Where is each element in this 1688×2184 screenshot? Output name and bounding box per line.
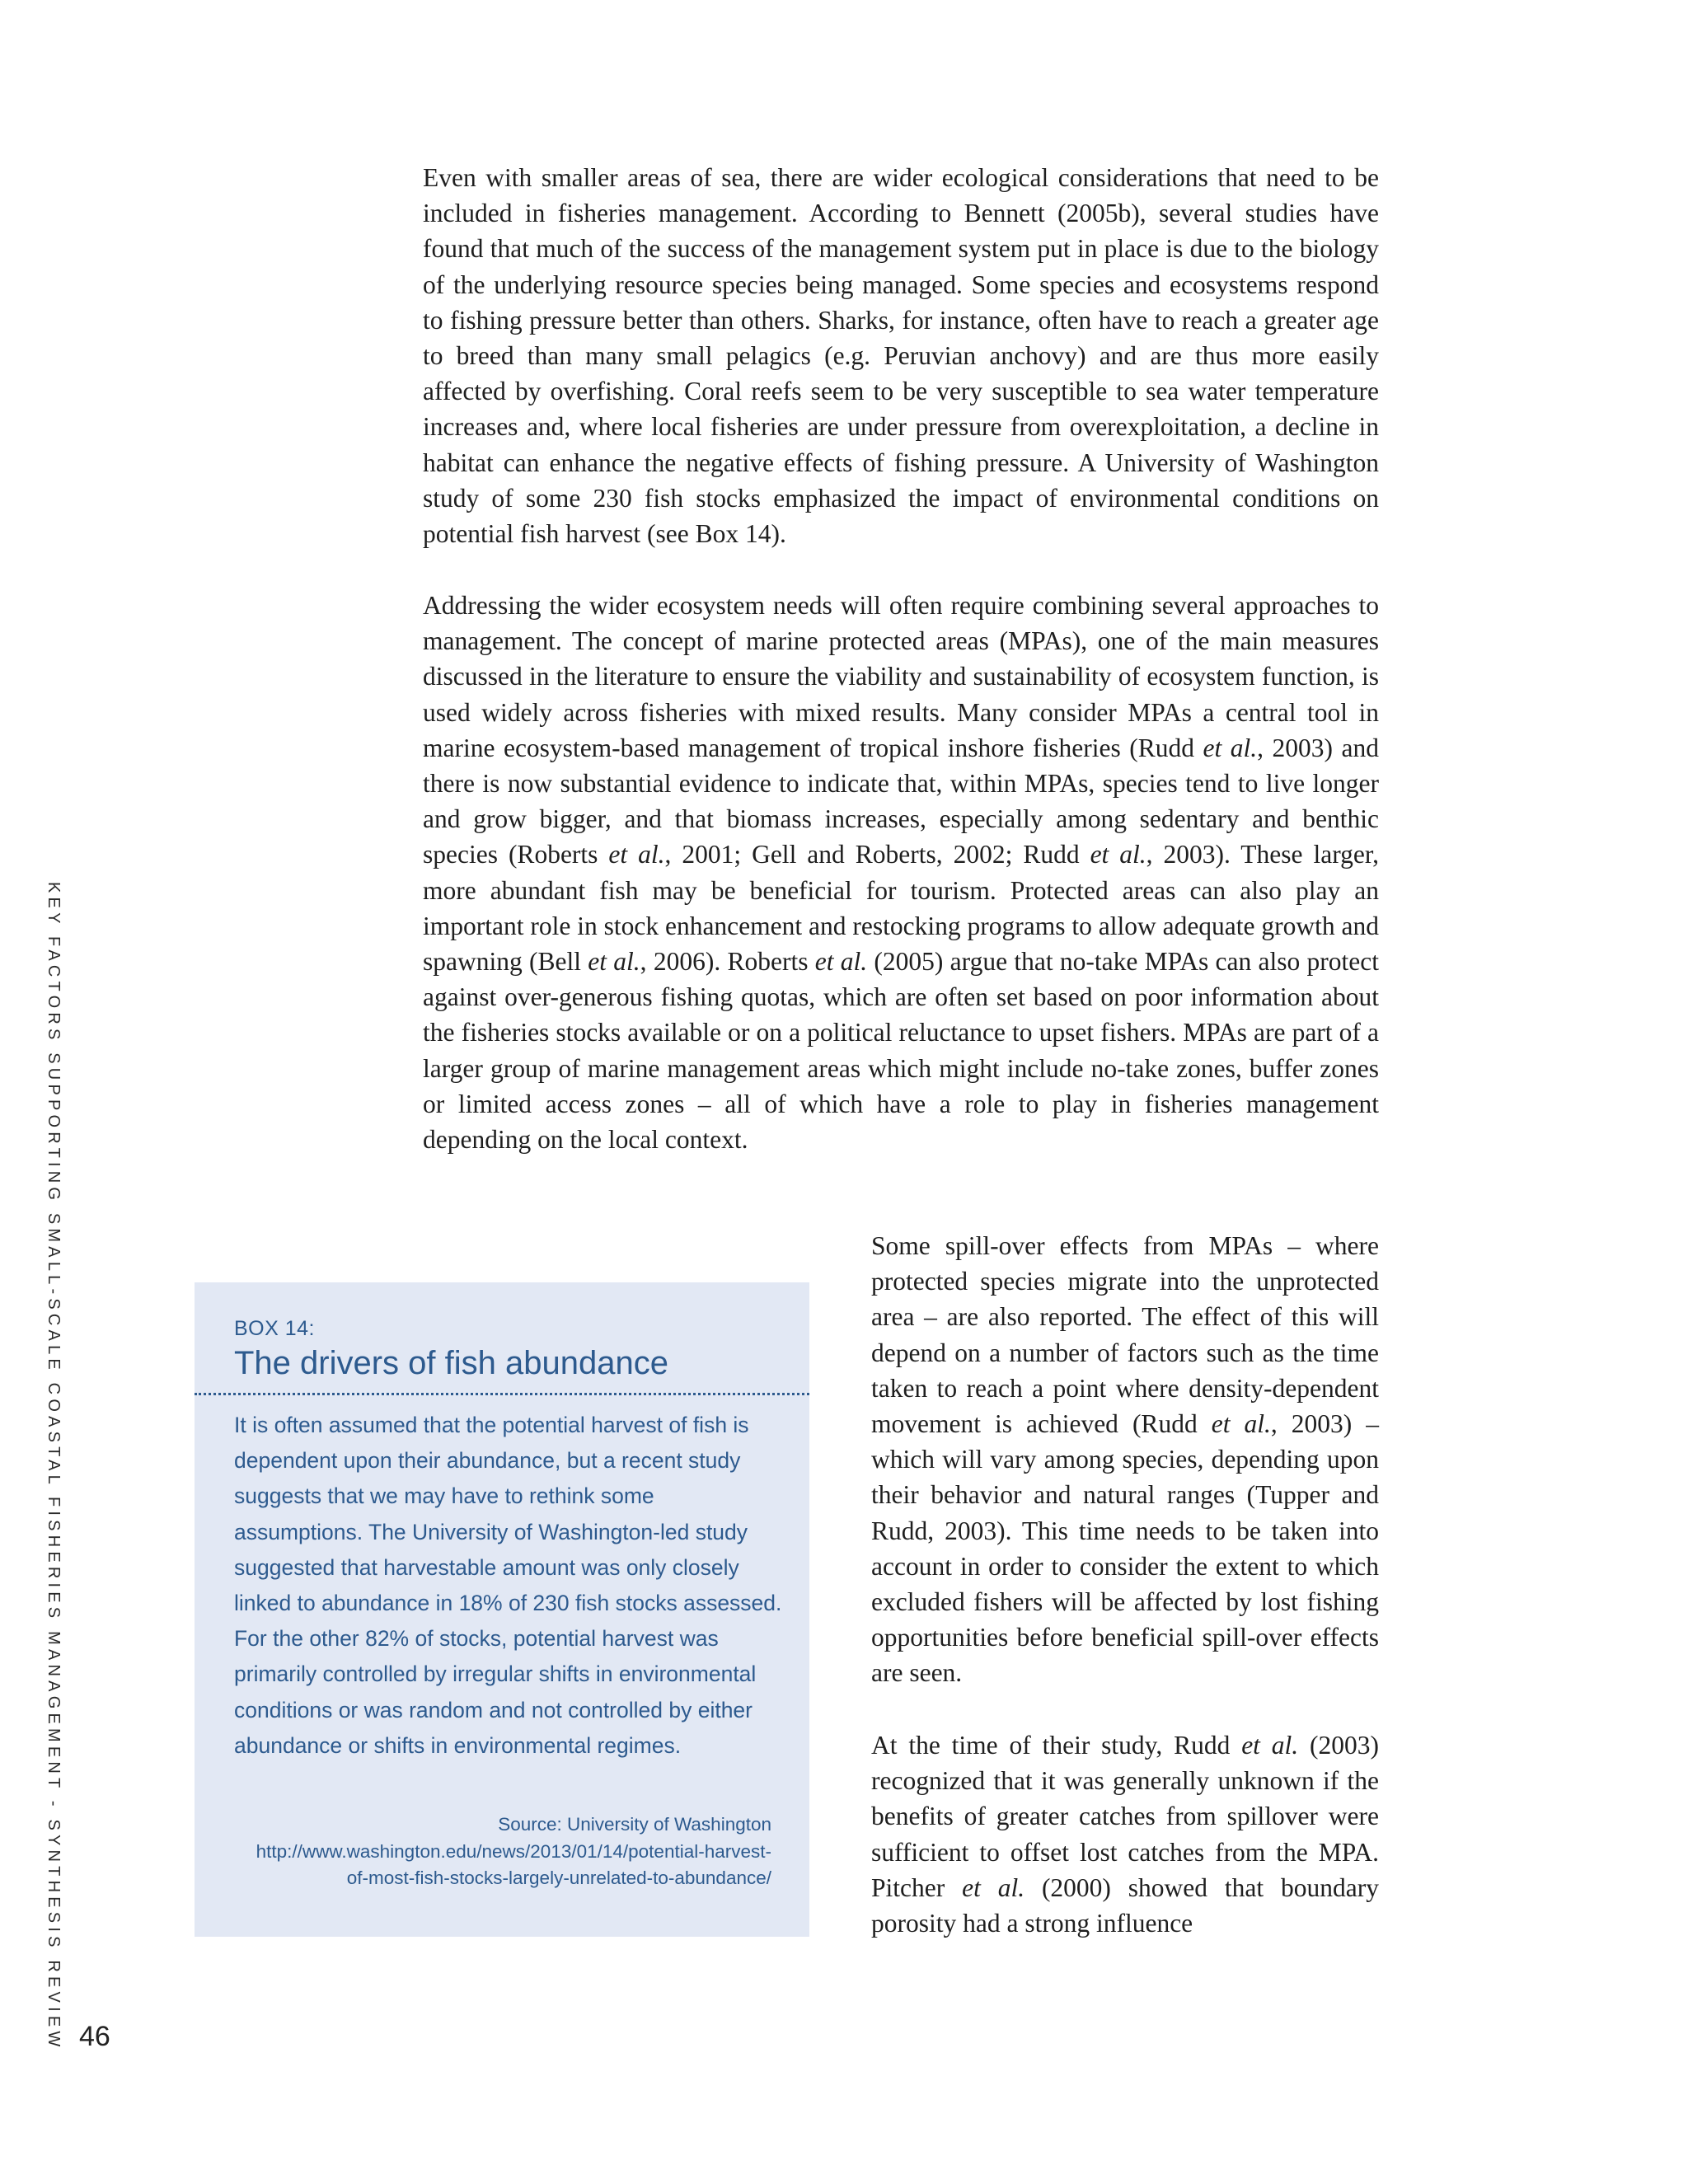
box-14-sidebar	[195, 1282, 809, 1937]
running-side-header: KEY FACTORS SUPPORTING SMALL-SCALE COASTAL FISHERIES MANAGEMENT - SYNTHESIS REVIEW	[45, 882, 63, 2051]
paragraph-rudd-study: At the time of their study, Rudd et al. (2003) recognized that it was generally unknown if the benefits of greater catches from spillover were sufficient to offset lost catches from the MPA. Pitcher et al. (2000) showed that boundary porosity had a strong influence	[871, 1731, 1379, 1938]
box-dotted-divider	[195, 1393, 809, 1395]
box-source-citation: Source: University of Washington http://www.washington.edu/news/2013/01/14/potential-harvest-of-most-fish-stocks-largely-unrelated-to-abundance/	[256, 1814, 771, 1888]
box-body-text: It is often assumed that the potential harvest of fish is dependent upon their abundance, but a recent study suggests that we may have to rethink some assumptions. The University of Washington-led study suggested that harvestable amount was only closely linked to abundance in 18% of 230 fish stocks assessed. For the other 82% of stocks, potential harvest was primarily controlled by irregular shifts in environmental conditions or was random and not controlled by either abundance or shifts in environmental regimes.	[234, 1413, 782, 1758]
paragraph-ecological-considerations: Even with smaller areas of sea, there are wider ecological considerations that need to be included in fisheries management. According to Bennett (2005b), several studies have found that much of the success of the management system put in place is due to the biology of the underlying resource species being managed. Some species and ecosystems respond to fishing pressure better than others. Sharks, for instance, often have to reach a greater age to breed than many small pelagics (e.g. Peruvian anchovy) and are thus more easily affected by overfishing. Coral reefs seem to be very susceptible to sea water temperature increases and, where local fisheries are under pressure from overexploitation, a decline in habitat can enhance the negative effects of fishing pressure. A University of Washington study of some 230 fish stocks emphasized the impact of environmental conditions on potential fish harvest (see Box 14).	[423, 163, 1379, 549]
page-number: 46	[79, 2021, 110, 2052]
paragraph-spillover-effects: Some spill-over effects from MPAs – where protected species migrate into the unprotected area – are also reported. The effect of this will depend on a number of factors such as the time taken to reach a point where density-dependent movement is achieved (Rudd et al., 2003) – which will vary among species, depending upon their behavior and natural ranges (Tupper and Rudd, 2003). This time needs to be taken into account in order to consider the extent to which excluded fishers will be affected by lost fishing opportunities before beneficial spill-over effects are seen.	[871, 1231, 1379, 1688]
box-label: BOX 14:	[234, 1317, 315, 1340]
box-title: The drivers of fish abundance	[234, 1345, 668, 1381]
paragraph-marine-protected-areas: Addressing the wider ecosystem needs will often require combining several approaches to management. The concept of marine protected areas (MPAs), one of the main measures discussed in the literature to ensure the viability and sustainability of ecosystem function, is used widely across fisheries with mixed results. Many consider MPAs a central tool in marine ecosystem-based management of tropical inshore fisheries (Rudd et al., 2003) and there is now substantial evidence to indicate that, within MPAs, species tend to live longer and grow bigger, and that biomass increases, especially among sedentary and benthic species (Roberts et al., 2001; Gell and Roberts, 2002; Rudd et al., 2003). These larger, more abundant fish may be beneficial for tourism. Protected areas can also play an important role in stock enhancement and restocking programs to allow adequate growth and spawning (Bell et al., 2006). Roberts et al. (2005) argue that no-take MPAs can also protect against over-generous fishing quotas, which are often set based on poor information about the fisheries stocks available or on a political reluctance to upset fishers. MPAs are part of a larger group of marine management areas which might include no-take zones, buffer zones or limited access zones – all of which have a role to play in fisheries management depending on the local context.	[423, 591, 1379, 1155]
